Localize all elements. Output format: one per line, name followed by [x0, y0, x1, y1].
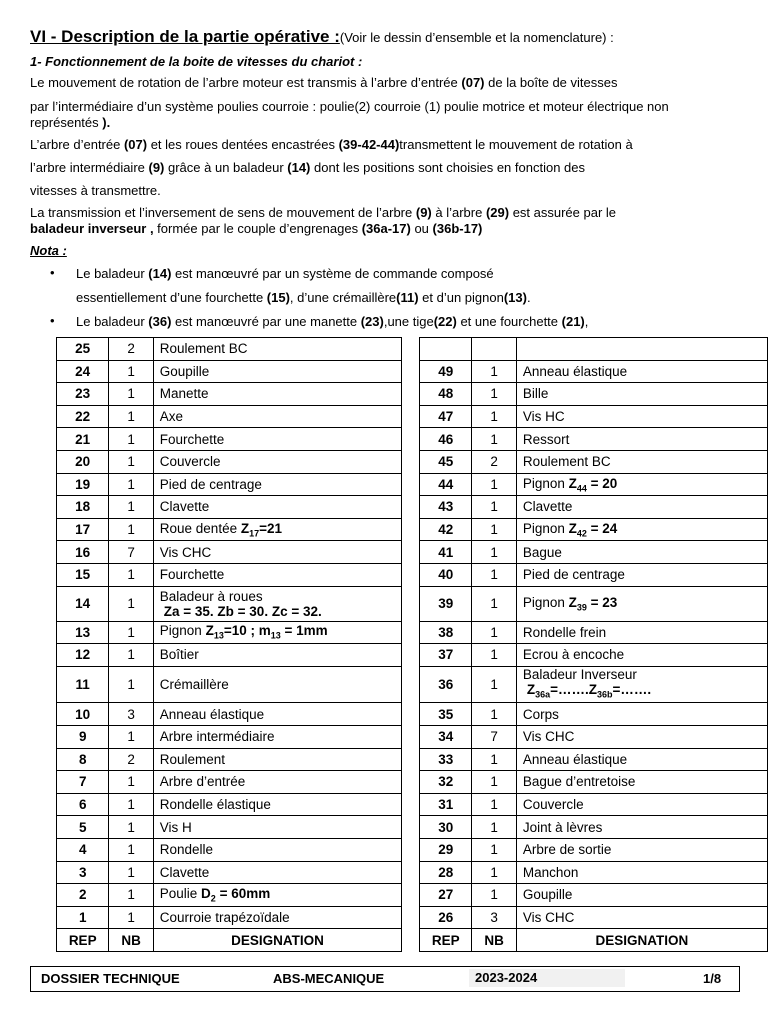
part-rep: 45: [420, 450, 472, 473]
part-quantity: 1: [472, 816, 516, 839]
part-designation: Vis CHC: [516, 906, 767, 929]
part-quantity: 1: [109, 450, 153, 473]
table-gap: [402, 586, 420, 621]
part-quantity: 1: [472, 541, 516, 564]
part-designation: Ecrou à encoche: [516, 644, 767, 667]
part-designation: Baladeur Inverseur $Z_{36a}=\dots\dots.Z_{36b}=\dots\dots$.: [516, 666, 767, 703]
part-rep: 2: [57, 884, 109, 907]
part-rep: 41: [420, 541, 472, 564]
table-gap: [402, 360, 420, 383]
part-rep: 37: [420, 644, 472, 667]
table-row: [57, 816, 768, 839]
table-gap: [402, 793, 420, 816]
page-footer: [30, 966, 740, 992]
part-designation: Goupille: [153, 360, 401, 383]
part-quantity: 1: [472, 861, 516, 884]
paragraph-line-6: vitesses à transmettre.: [30, 183, 161, 198]
footer-subject: ABS-MECANIQUE: [273, 971, 385, 986]
part-designation: Manchon: [516, 861, 767, 884]
section-title-text: VI - Description de la partie opérative :: [30, 27, 340, 46]
part-quantity: 1: [109, 666, 153, 703]
table-gap: [402, 748, 420, 771]
part-designation: Vis HC: [516, 405, 767, 428]
part-designation: Roue dentée $Z_{17}=21$: [153, 518, 401, 541]
table-row: [57, 586, 768, 621]
part-quantity: 1: [472, 793, 516, 816]
part-rep: 27: [420, 884, 472, 907]
part-rep: 28: [420, 861, 472, 884]
part-quantity: 1: [472, 748, 516, 771]
part-quantity: 1: [109, 906, 153, 929]
part-quantity: 1: [109, 884, 153, 907]
table-row: [57, 703, 768, 726]
part-rep: 21: [57, 428, 109, 451]
table-gap: [402, 666, 420, 703]
table-gap: [402, 838, 420, 861]
part-rep: 34: [420, 726, 472, 749]
part-quantity: 1: [472, 496, 516, 519]
part-rep: 40: [420, 563, 472, 586]
part-rep: 48: [420, 383, 472, 406]
part-designation: Anneau élastique: [516, 360, 767, 383]
header-rep: REP: [420, 929, 472, 952]
table-row: [57, 748, 768, 771]
part-designation: Axe: [153, 405, 401, 428]
table-header-row: [57, 929, 768, 952]
table-row: [57, 884, 768, 907]
part-designation: Anneau élastique: [153, 703, 401, 726]
header-rep: REP: [57, 929, 109, 952]
part-quantity: 1: [109, 405, 153, 428]
part-designation: Fourchette: [153, 428, 401, 451]
part-designation: Ressort: [516, 428, 767, 451]
part-rep: 23: [57, 383, 109, 406]
part-quantity: 1: [109, 838, 153, 861]
part-rep: 47: [420, 405, 472, 428]
part-quantity: 1: [109, 563, 153, 586]
part-quantity: 1: [472, 360, 516, 383]
table-row: [57, 771, 768, 794]
table-gap: [402, 450, 420, 473]
part-designation: Corps: [516, 703, 767, 726]
table-row: [57, 666, 768, 703]
table-row: [57, 621, 768, 644]
section-title: [30, 27, 614, 47]
part-designation: Roulement BC: [516, 450, 767, 473]
part-quantity: 1: [109, 726, 153, 749]
section-title-note: (Voir le dessin d’ensemble et la nomenclature) :: [339, 30, 614, 45]
paragraph-line-2: par l’intermédiaire d’un système poulies courroie : poulie(2) courroie (1) poulie motrice et moteur électrique non: [30, 99, 669, 114]
part-rep: 12: [57, 644, 109, 667]
paragraph-line-4: L’arbre d’entrée (07) et les roues dentées encastrées (39-42-44)transmettent le mouvement de rotation à: [30, 137, 633, 152]
paragraph-line-7: La transmission et l’inversement de sens de mouvement de l’arbre (9) à l’arbre (29) est assurée par le: [30, 205, 617, 220]
table-gap: [402, 816, 420, 839]
table-gap: [402, 541, 420, 564]
table-row: [57, 473, 768, 496]
part-designation: Rondelle frein: [516, 621, 767, 644]
part-quantity: 1: [109, 621, 153, 644]
part-quantity: 1: [109, 473, 153, 496]
table-row: [57, 360, 768, 383]
part-designation: Goupille: [516, 884, 767, 907]
part-rep: 30: [420, 816, 472, 839]
part-designation: Clavette: [153, 861, 401, 884]
nota-item-1-line-1: Le baladeur (14) est manœuvré par un système de commande composé: [76, 266, 494, 281]
table-row: [57, 563, 768, 586]
part-designation: Rondelle élastique: [153, 793, 401, 816]
table-gap: [402, 563, 420, 586]
paragraph-line-3: représentés ).: [30, 115, 111, 130]
part-rep: 43: [420, 496, 472, 519]
part-designation: Pied de centrage: [153, 473, 401, 496]
part-designation: Vis CHC: [516, 726, 767, 749]
part-quantity: 1: [109, 816, 153, 839]
part-rep: 16: [57, 541, 109, 564]
part-quantity: 1: [472, 884, 516, 907]
part-designation: Bague: [516, 541, 767, 564]
table-row: [57, 726, 768, 749]
part-quantity: 1: [472, 621, 516, 644]
table-row: [57, 496, 768, 519]
part-quantity: 1: [472, 518, 516, 541]
part-rep: 10: [57, 703, 109, 726]
part-quantity: 1: [109, 644, 153, 667]
part-quantity: 1: [472, 383, 516, 406]
part-designation: Pignon $Z_{44} = 20$: [516, 473, 767, 496]
table-row: [57, 338, 768, 361]
part-designation: Pignon $Z_{39} = 23$: [516, 586, 767, 621]
part-quantity: [472, 338, 516, 361]
part-rep: 1: [57, 906, 109, 929]
part-designation: Clavette: [153, 496, 401, 519]
nota-bullet-2: •: [50, 313, 55, 328]
part-rep: 44: [420, 473, 472, 496]
part-designation: Rondelle: [153, 838, 401, 861]
part-quantity: 7: [109, 541, 153, 564]
part-rep: 31: [420, 793, 472, 816]
part-quantity: 3: [109, 703, 153, 726]
part-designation: Baladeur à roues Za = 35. Zb = 30. Zc = 32.: [153, 586, 401, 621]
part-designation: Fourchette: [153, 563, 401, 586]
part-quantity: 7: [472, 726, 516, 749]
part-quantity: 1: [109, 861, 153, 884]
table-gap: [402, 496, 420, 519]
part-designation: Pignon $Z_{42} = 24$: [516, 518, 767, 541]
part-quantity: 1: [109, 360, 153, 383]
part-rep: 33: [420, 748, 472, 771]
part-quantity: 1: [109, 586, 153, 621]
part-rep: 39: [420, 586, 472, 621]
part-quantity: 1: [472, 405, 516, 428]
part-rep: 15: [57, 563, 109, 586]
part-designation: Pignon $Z_{13}=10$ ; $m_{13} = 1mm$: [153, 621, 401, 644]
nota-label: Nota :: [30, 243, 67, 258]
table-row: [57, 405, 768, 428]
part-rep: 17: [57, 518, 109, 541]
part-designation: Manette: [153, 383, 401, 406]
part-quantity: 1: [109, 771, 153, 794]
footer-dossier: DOSSIER TECHNIQUE: [41, 971, 180, 986]
part-quantity: 1: [472, 771, 516, 794]
part-quantity: 1: [109, 793, 153, 816]
part-designation: Joint à lèvres: [516, 816, 767, 839]
part-designation: Roulement BC: [153, 338, 401, 361]
table-gap: [402, 703, 420, 726]
part-designation: Roulement: [153, 748, 401, 771]
part-rep: 35: [420, 703, 472, 726]
part-rep: 32: [420, 771, 472, 794]
header-nb: NB: [109, 929, 153, 952]
part-designation: Anneau élastique: [516, 748, 767, 771]
part-rep: 8: [57, 748, 109, 771]
part-rep: 38: [420, 621, 472, 644]
part-designation: Vis H: [153, 816, 401, 839]
footer-page-number: 1/8: [703, 971, 722, 986]
table-row: [57, 838, 768, 861]
part-quantity: 1: [109, 428, 153, 451]
table-gap: [402, 929, 420, 952]
part-designation: Bague d’entretoise: [516, 771, 767, 794]
part-rep: 20: [57, 450, 109, 473]
part-quantity: 1: [472, 428, 516, 451]
part-designation: Bille: [516, 383, 767, 406]
part-quantity: 1: [109, 518, 153, 541]
part-rep: 6: [57, 793, 109, 816]
part-designation: Boîtier: [153, 644, 401, 667]
table-gap: [402, 383, 420, 406]
part-quantity: 1: [472, 586, 516, 621]
part-rep: 3: [57, 861, 109, 884]
part-rep: 4: [57, 838, 109, 861]
part-designation: Clavette: [516, 496, 767, 519]
part-designation: Couvercle: [516, 793, 767, 816]
paragraph-line-8: baladeur inverseur , formée par le couple d’engrenages (36a-17) ou (36b-17): [30, 221, 483, 236]
part-rep: 26: [420, 906, 472, 929]
part-rep: 22: [57, 405, 109, 428]
nota-item-2: Le baladeur (36) est manœuvré par une manette (23),une tige(22) et une fourchette (21),: [76, 314, 589, 329]
part-quantity: 1: [109, 383, 153, 406]
part-rep: 14: [57, 586, 109, 621]
part-designation: [516, 338, 767, 361]
part-quantity: 2: [109, 338, 153, 361]
table-row: [57, 428, 768, 451]
table-gap: [402, 621, 420, 644]
part-designation: Crémaillère: [153, 666, 401, 703]
part-quantity: 3: [472, 906, 516, 929]
part-rep: 25: [57, 338, 109, 361]
part-rep: 18: [57, 496, 109, 519]
table-gap: [402, 428, 420, 451]
part-rep: 11: [57, 666, 109, 703]
table-row: [57, 450, 768, 473]
part-quantity: 2: [472, 450, 516, 473]
part-rep: 9: [57, 726, 109, 749]
table-row: [57, 644, 768, 667]
part-rep: 19: [57, 473, 109, 496]
part-designation: Pied de centrage: [516, 563, 767, 586]
table-gap: [402, 771, 420, 794]
table-gap: [402, 518, 420, 541]
part-designation: Couvercle: [153, 450, 401, 473]
table-gap: [402, 861, 420, 884]
part-quantity: 1: [472, 473, 516, 496]
part-designation: Courroie trapézoïdale: [153, 906, 401, 929]
table-row: [57, 518, 768, 541]
header-nb: NB: [472, 929, 516, 952]
table-row: [57, 906, 768, 929]
paragraph-line-1: Le mouvement de rotation de l’arbre moteur est transmis à l’arbre d’entrée (07) de la boîte de vitesses: [30, 75, 618, 90]
footer-year: 2023-2024: [469, 969, 625, 987]
part-designation: Poulie $D_2 = 60mm$: [153, 884, 401, 907]
part-quantity: 1: [472, 644, 516, 667]
table-gap: [402, 473, 420, 496]
part-rep: 5: [57, 816, 109, 839]
table-gap: [402, 338, 420, 361]
nota-item-1-line-2: essentiellement d’une fourchette (15), d’une crémaillère(11) et d’un pignon(13).: [76, 290, 531, 305]
subsection-title: 1- Fonctionnement de la boite de vitesses du chariot :: [30, 54, 363, 69]
part-rep: 36: [420, 666, 472, 703]
paragraph-line-5: l’arbre intermédiaire (9) grâce à un baladeur (14) dont les positions sont choisies en fonction des: [30, 160, 586, 175]
table-row: [57, 383, 768, 406]
part-rep: 42: [420, 518, 472, 541]
part-quantity: 1: [472, 838, 516, 861]
part-quantity: 2: [109, 748, 153, 771]
part-rep: 29: [420, 838, 472, 861]
nota-bullet-1: •: [50, 265, 55, 280]
part-quantity: 1: [109, 496, 153, 519]
header-designation: DESIGNATION: [516, 929, 767, 952]
part-quantity: 1: [472, 666, 516, 703]
table-row: [57, 793, 768, 816]
parts-list-table: [56, 337, 768, 952]
part-rep: 13: [57, 621, 109, 644]
table-gap: [402, 644, 420, 667]
part-designation: Arbre intermédiaire: [153, 726, 401, 749]
part-designation: Arbre d’entrée: [153, 771, 401, 794]
table-gap: [402, 906, 420, 929]
table-gap: [402, 726, 420, 749]
part-rep: 7: [57, 771, 109, 794]
table-row: [57, 861, 768, 884]
part-designation: Arbre de sortie: [516, 838, 767, 861]
part-rep: 24: [57, 360, 109, 383]
header-designation: DESIGNATION: [153, 929, 401, 952]
table-gap: [402, 405, 420, 428]
part-rep: [420, 338, 472, 361]
part-rep: 49: [420, 360, 472, 383]
table-row: [57, 541, 768, 564]
part-quantity: 1: [472, 703, 516, 726]
table-gap: [402, 884, 420, 907]
part-quantity: 1: [472, 563, 516, 586]
part-designation: Vis CHC: [153, 541, 401, 564]
part-rep: 46: [420, 428, 472, 451]
